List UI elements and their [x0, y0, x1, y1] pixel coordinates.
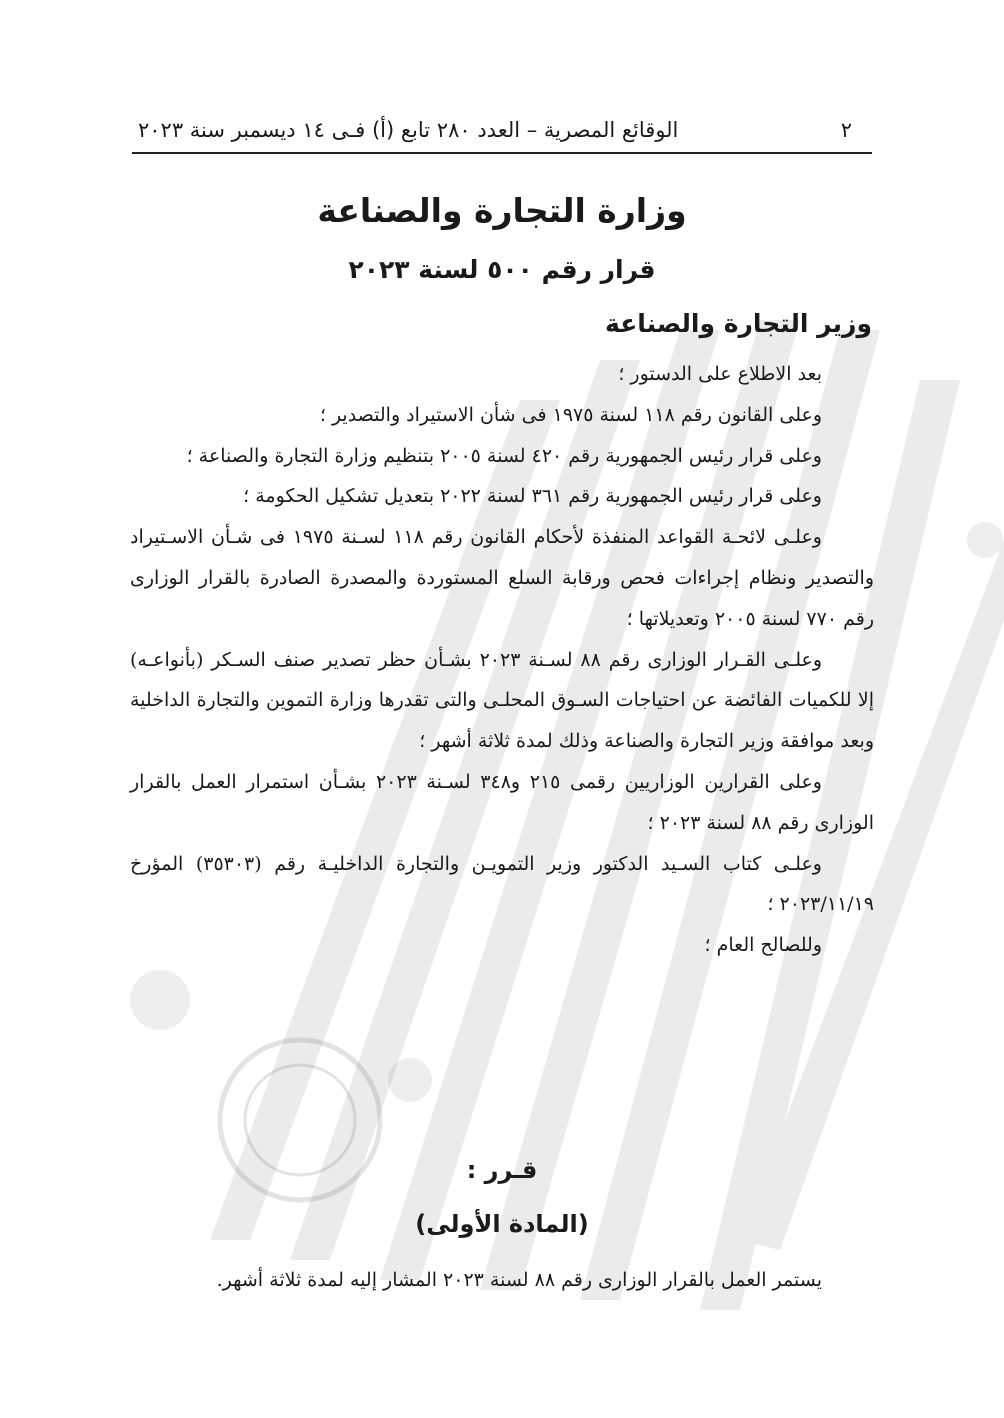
article-text: يستمر العمل بالقرار الوزارى رقم ٨٨ لسنة ٢٠٢٣ المشار إليه لمدة ثلاثة أشهر. [216, 1269, 822, 1291]
paragraph: وعلى قرار رئيس الجمهورية رقم ٣٦١ لسنة ٢٠٢٢ بتعديل تشكيل الحكومة ؛ [243, 485, 822, 508]
watermark-dot [388, 1058, 432, 1102]
decision-heading: قـرر : [466, 1156, 538, 1184]
page-number: ٢ [840, 118, 852, 142]
paragraph: بعد الاطلاع على الدستور ؛ [618, 363, 822, 385]
decree-number: قرار رقم ٥٠٠ لسنة ٢٠٢٣ [348, 255, 656, 284]
page-header [132, 112, 872, 154]
paragraph: وعلى القانون رقم ١١٨ لسنة ١٩٧٥ فى شأن الاستيراد والتصدير ؛ [319, 403, 822, 426]
watermark-dot [130, 970, 190, 1030]
paragraph: وعلـى كتاب السـيد الدكتور وزير التمويـن والتجارة الداخليـة رقم (٣٥٣٠٣) المؤرخ ٢٠٢٣/١١/١٩ ؛ [130, 852, 874, 916]
paragraph: وعلى قرار رئيس الجمهورية رقم ٤٢٠ لسنة ٢٠٠٥ بتنظيم وزارة التجارة والصناعة ؛ [186, 444, 822, 467]
paragraph: وعلـى لائحـة القواعد المنفذة لأحكام القانون رقم ١١٨ لسـنة ١٩٧٥ فى شـأن الاسـتيراد والتصدير ونظام إجراءات فحص ورقابة السلع المستوردة والمصدرة الصادرة بالقرار الوزارى رقم ٧٧٠ لسنة ٢٠٠٥ وتعديلاتها ؛ [130, 526, 874, 630]
paragraph: وعلى القرارين الوزاريين رقمى ٢١٥ و٣٤٨ لسـنة ٢٠٢٣ بشـأن استمرار العمل بالقرار الوزارى رقم ٨٨ لسنة ٢٠٢٣ ؛ [130, 770, 874, 834]
ministry-title: وزارة التجارة والصناعة [317, 191, 687, 230]
preamble [130, 354, 874, 966]
header-text: الوقائع المصرية – العدد ٢٨٠ تابع (أ) فـى ١٤ ديسمبر سنة ٢٠٢٣ [138, 118, 679, 142]
paragraph: وللصالح العام ؛ [704, 934, 822, 957]
watermark-dot [967, 522, 1003, 558]
article-heading: (المادة الأولى) [415, 1210, 589, 1238]
paragraph: وعلـى القـرار الوزارى رقم ٨٨ لسـنة ٢٠٢٣ بشـأن حظر تصدير صنف السـكر (بأنواعـه) إلا للكميات الفائضة عن احتياجات السـوق المحلـى والتى تقدرها وزارة التموين والتجارة الداخلية وبعد موافقة وزير التجارة والصناعة وذلك لمدة ثلاثة أشهر ؛ [130, 648, 874, 753]
minister-heading: وزير التجارة والصناعة [605, 309, 872, 338]
